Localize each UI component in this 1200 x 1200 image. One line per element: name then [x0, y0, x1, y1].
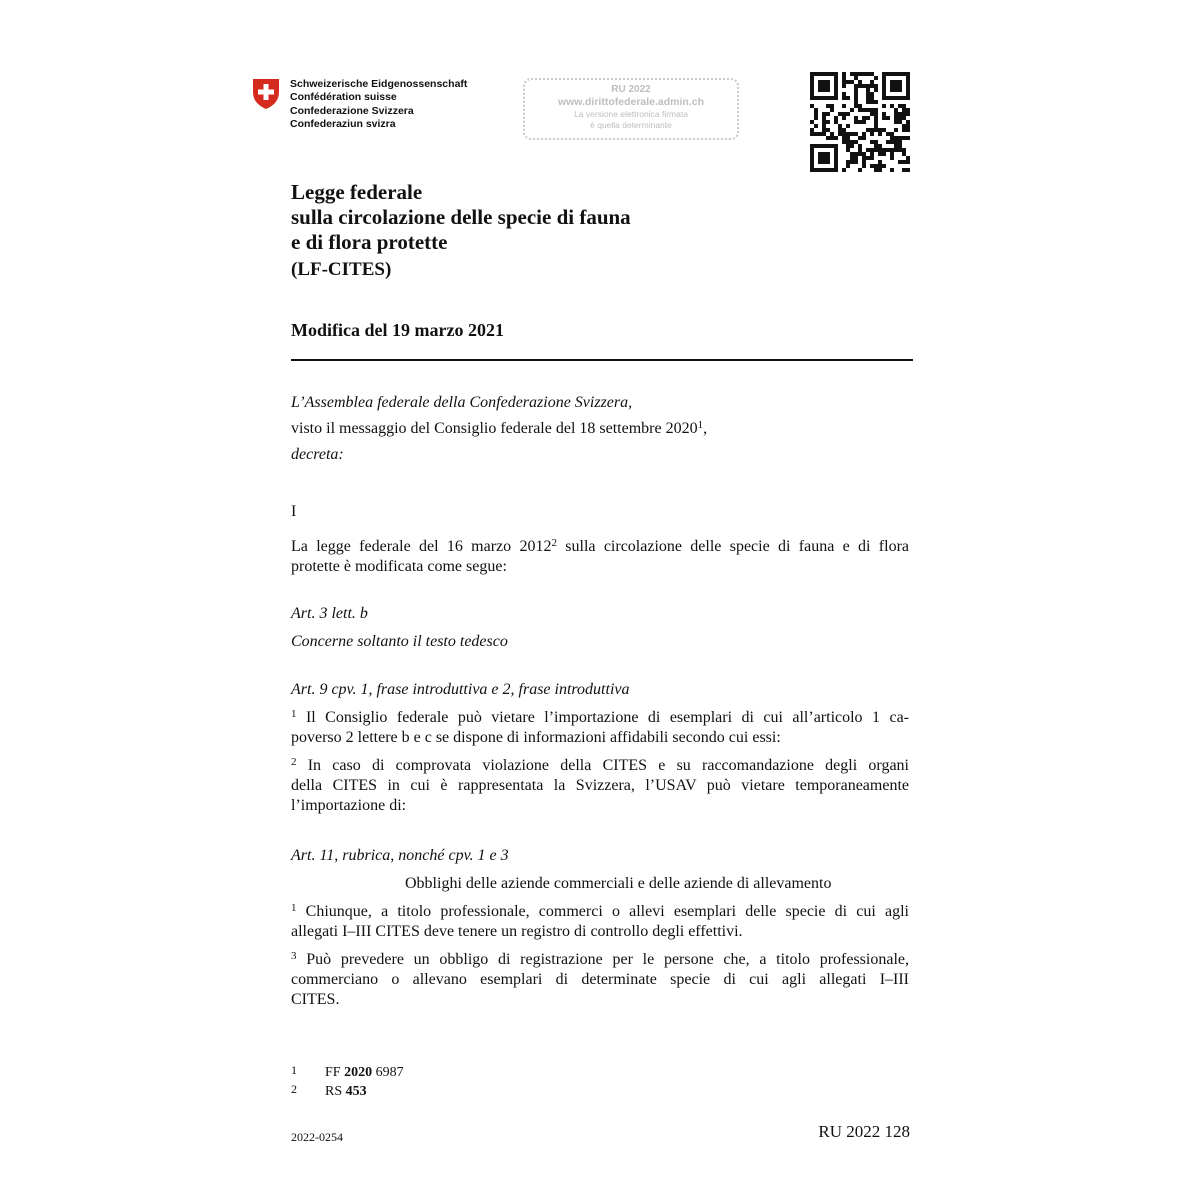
art3-note: Concerne soltanto il testo tedesco — [291, 633, 508, 650]
footnote-sr-number: 453 — [345, 1084, 367, 1099]
footnote-ref-2[interactable]: 2 — [551, 537, 557, 549]
preamble-visto-end: , — [703, 420, 708, 437]
art11-p3-text: Può prevedere un obbligo di registrazione per le persone che, a titolo professionale, — [296, 951, 909, 968]
qr-code-icon[interactable] — [810, 72, 910, 172]
section-numeral: I — [291, 503, 297, 520]
footnote-number: 1 — [291, 1063, 297, 1077]
preamble-assembly: L’Assemblea federale della Confederazione Svizzera, — [291, 394, 633, 411]
art11-rubric: Obblighi delle aziende commerciali e delle aziende di allevamento — [405, 875, 832, 892]
footnote-2 — [291, 1081, 404, 1100]
footnote-prefix: FF — [325, 1065, 345, 1080]
title-line-1: Legge federale — [291, 180, 423, 204]
art9-p1-line-2: poverso 2 lettere b e c se dispone di informazioni affidabili secondo cui essi: — [291, 729, 781, 746]
art11-p1-line-1 — [291, 902, 909, 922]
stamp-note-2: è quella determinante — [590, 120, 672, 130]
law-title — [291, 180, 631, 255]
section-intro-line-2: protette è modificata come segue: — [291, 558, 507, 575]
preamble-visto — [291, 419, 707, 439]
title-line-2: sulla circolazione delle specie di fauna — [291, 205, 631, 229]
art9-p1-text: Il Consiglio federale può vietare l’importazione di esemplari di cui all’articolo 1 ca- — [296, 709, 909, 726]
section-intro-text-b: sulla circolazione delle specie di fauna e di flora — [556, 538, 910, 555]
electronic-signature-stamp — [523, 78, 739, 140]
art11-p3-line-1 — [291, 950, 909, 970]
art9-p1-line-1 — [291, 708, 909, 728]
preamble-visto-text: visto il messaggio del Consiglio federale del 18 settembre 2020 — [291, 420, 698, 437]
footnote-number: 2 — [291, 1082, 297, 1096]
art9-p2-line-3: l’importazione di: — [291, 797, 407, 814]
confederation-rm: Confederaziun svizra — [290, 118, 396, 131]
footnote-year: 2020 — [344, 1065, 373, 1080]
paragraph-number: 1 — [291, 902, 297, 914]
footnote-prefix: RS — [325, 1084, 346, 1099]
modification-date: Modifica del 19 marzo 2021 — [291, 320, 504, 340]
swiss-cross-icon — [252, 78, 280, 110]
art9-heading: Art. 9 cpv. 1, frase introduttiva e 2, frase introduttiva — [291, 681, 630, 698]
art9-p2-line-1 — [291, 756, 909, 776]
confederation-de: Schweizerische Eidgenossenschaft — [290, 78, 468, 90]
confederation-it: Confederazione Svizzera — [290, 104, 414, 117]
art9-paragraph-1 — [291, 708, 909, 748]
section-intro-text-a: La legge federale del 16 marzo 2012 — [291, 538, 552, 555]
footnote-page: 6987 — [372, 1065, 404, 1080]
law-abbreviation: (LF-CITES) — [291, 259, 392, 280]
section-intro-line-1 — [291, 537, 909, 557]
art9-paragraph-2 — [291, 756, 909, 816]
art11-p1-text: Chiunque, a titolo professionale, commerci o allevi esemplari delle specie di cui agli — [296, 903, 909, 920]
footnote-ref-1[interactable]: 1 — [697, 419, 704, 431]
art11-paragraph-3 — [291, 950, 909, 1010]
document-id: 2022-0254 — [291, 1130, 343, 1144]
title-line-3: e di flora protette — [291, 230, 448, 254]
official-compilation-reference: RU 2022 128 — [818, 1122, 910, 1141]
stamp-note-1: La versione elettronica firmata — [574, 109, 688, 119]
paragraph-number: 3 — [291, 950, 297, 962]
stamp-ru: RU 2022 — [611, 84, 651, 95]
footnote-1 — [291, 1062, 404, 1081]
paragraph-number: 1 — [291, 708, 297, 720]
art9-p2-text: In caso di comprovata violazione della CITES e su raccomandazione degli organi — [296, 757, 909, 774]
title-divider — [291, 359, 913, 361]
preamble-decreta: decreta: — [291, 446, 344, 463]
art11-p3-line-2: commerciano o allevano esemplari di determinate specie di cui agli allegati I–III — [291, 971, 909, 988]
art11-p1-line-2: allegati I–III CITES deve tenere un registro di controllo degli effettivi. — [291, 923, 743, 940]
stamp-url[interactable]: www.dirittofederale.admin.ch — [557, 96, 705, 108]
art3-heading: Art. 3 lett. b — [291, 605, 368, 622]
confederation-names — [290, 78, 467, 132]
section-intro — [291, 537, 909, 577]
art9-p2-line-2: della CITES in cui è rappresentata la Svizzera, l’USAV può vietare temporaneamente — [291, 777, 909, 794]
art11-p3-line-3: CITES. — [291, 991, 340, 1008]
art11-paragraph-1 — [291, 902, 909, 942]
footnotes — [291, 1062, 404, 1100]
art11-heading: Art. 11, rubrica, nonché cpv. 1 e 3 — [291, 847, 509, 864]
paragraph-number: 2 — [291, 756, 297, 768]
confederation-fr: Confédération suisse — [290, 91, 397, 104]
